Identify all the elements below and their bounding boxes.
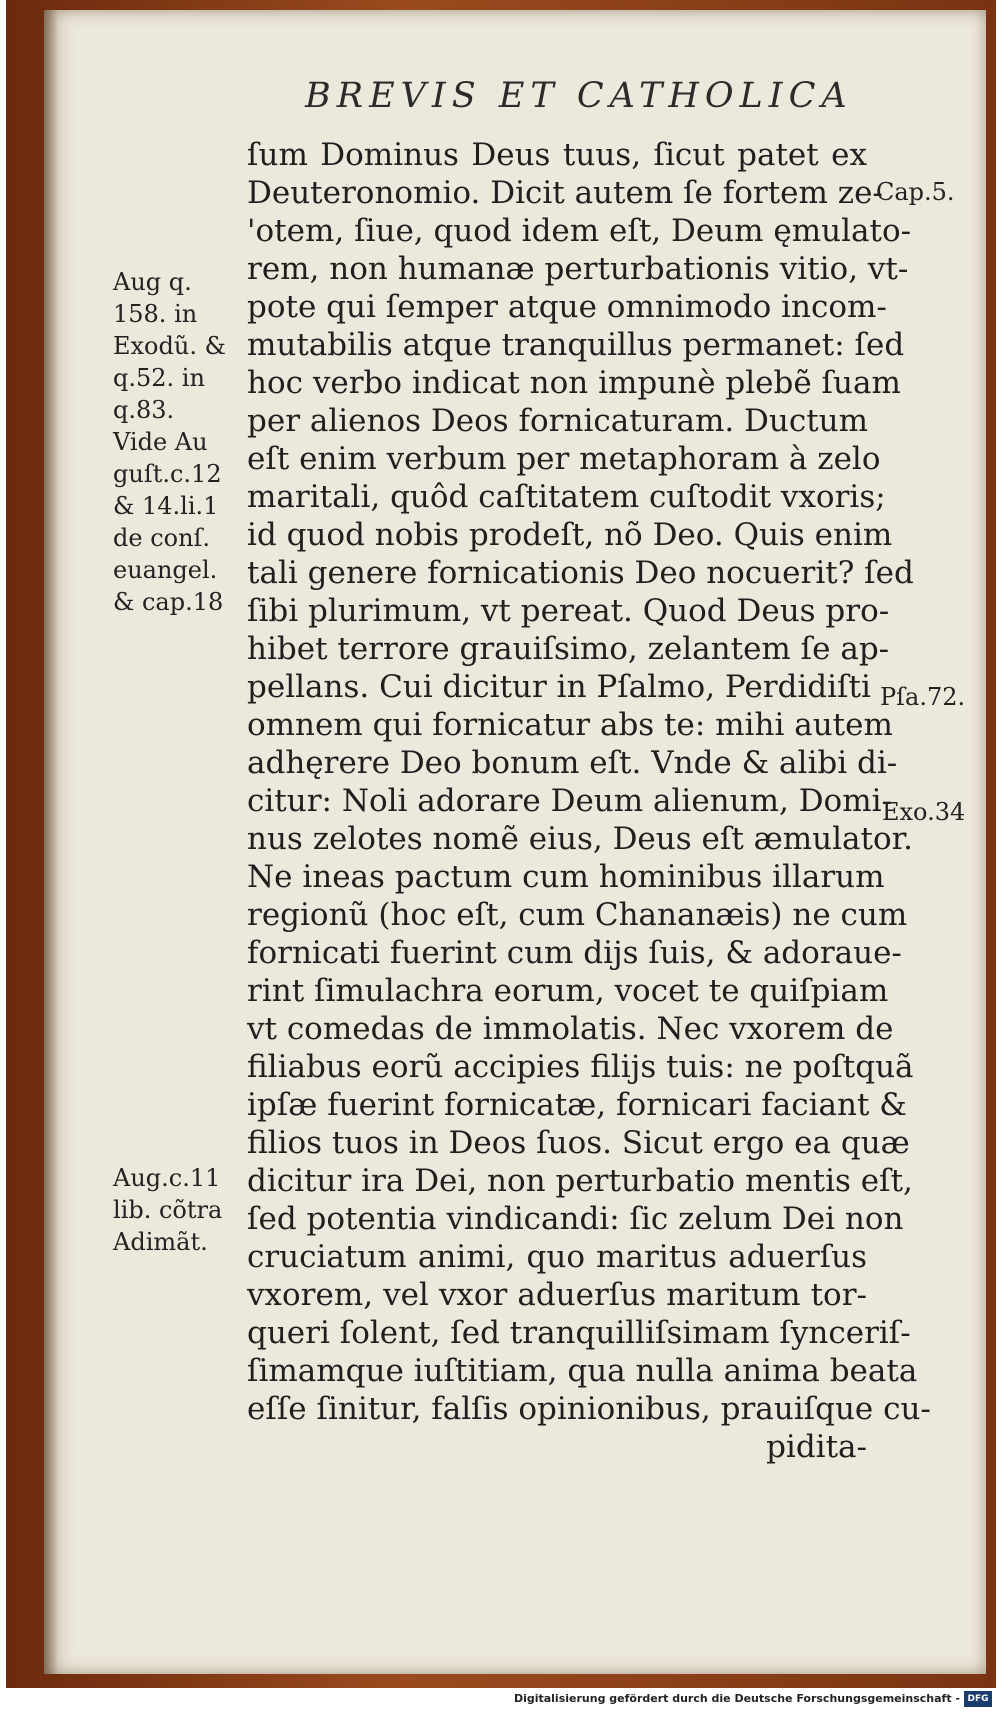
text-line: eſt enim verbum per metaphoram à zelo: [247, 441, 881, 477]
text-line: vxorem, vel vxor aduerſus maritum tor-: [247, 1277, 867, 1313]
text-line: vt comedas de immolatis. Nec vxorem de: [247, 1011, 894, 1047]
text-line: tali genere fornicationis Deo nocuerit? ſed: [247, 555, 914, 591]
marginal-note-line: euangel.: [113, 556, 218, 584]
text-line: hibet terrore grauiſsimo, zelantem ſe ap-: [247, 631, 890, 667]
marginal-note-line: Aug q.: [113, 268, 192, 296]
marginal-note-line: q.83.: [113, 396, 175, 424]
marginal-note-line: Adimãt.: [113, 1228, 208, 1256]
text-line: ipſæ fuerint fornicatæ, fornicari faciant &: [247, 1087, 907, 1123]
marginal-note-line: guſt.c.12: [113, 460, 222, 488]
text-line: maritali, quôd caſtitatem cuſtodit vxoris;: [247, 479, 886, 515]
page-gutter-shadow: [44, 10, 58, 1674]
text-line: Ne ineas pactum cum hominibus illarum: [247, 859, 885, 895]
marginal-note-line: 158. in: [113, 300, 198, 328]
marginal-note-line: de conſ.: [113, 524, 211, 552]
marginal-ref-exodus: Exo.34: [882, 798, 966, 826]
text-line: citur: Noli adorare Deum alienum, Domi-: [247, 783, 893, 819]
text-line: pidita-: [766, 1429, 867, 1465]
text-line: regionũ (hoc eſt, cum Chananæis) ne cum: [247, 897, 908, 933]
marginal-note-line: & 14.li.1: [113, 492, 219, 520]
marginal-note-line: & cap.18: [113, 588, 224, 616]
marginal-note-line: q.52. in: [113, 364, 205, 392]
dfg-logo: DFG: [964, 1691, 992, 1707]
text-line: rem, non humanæ perturbationis vitio, vt-: [247, 251, 909, 287]
marginal-note-augustine-contra-adimantum: [113, 1162, 222, 1258]
digitization-footer: [0, 1688, 1000, 1712]
marginal-note-line: lib. cõtra: [113, 1196, 223, 1224]
text-line: dicitur ira Dei, non perturbatio mentis eſt,: [247, 1163, 913, 1199]
text-line: ſibi plurimum, vt pereat. Quod Deus pro-: [247, 593, 890, 629]
text-line: 'otem, ſiue, quod idem eſt, Deum ęmulato-: [247, 213, 912, 249]
text-line: id quod nobis prodeſt, nõ Deo. Quis enim: [247, 517, 893, 553]
text-line: nus zelotes nomẽ eius, Deus eſt æmulator.: [247, 821, 913, 857]
text-line: Deuteronomio. Dicit autem ſe fortem ze-: [247, 175, 883, 211]
marginal-note-augustine-quaestiones: [113, 266, 226, 618]
text-line: pote qui ſemper atque omnimodo incom-: [247, 289, 887, 325]
text-line: filios tuos in Deos ſuos. Sicut ergo ea quæ: [247, 1125, 910, 1161]
running-head: BREVIS ET CATHOLICA: [305, 76, 853, 116]
marginal-note-line: Aug.c.11: [113, 1164, 221, 1192]
footer-credit: Digitalisierung gefördert durch die Deutsche Forschungsgemeinschaft -: [513, 1692, 960, 1705]
text-line: per alienos Deos fornicaturam. Ductum: [247, 403, 869, 439]
marginal-ref-psalm: Pſa.72.: [880, 683, 966, 711]
text-line: mutabilis atque tranquillus permanet: ſed: [247, 327, 905, 363]
marginal-note-line: Exodũ. &: [113, 332, 226, 360]
text-line: ſimamque iuſtitiam, qua nulla anima beata: [247, 1353, 918, 1389]
marginal-ref-deuteronomy: Cap.5.: [876, 178, 955, 206]
text-line: eſſe ſinitur, falſis opinionibus, prauiſque cu-: [247, 1391, 931, 1427]
text-line: queri ſolent, ſed tranquilliſsimam ſynceriſ-: [247, 1315, 911, 1351]
text-line: ſed potentia vindicandi: ſic zelum Dei non: [247, 1201, 904, 1237]
text-line: fornicati fuerint cum dijs ſuis, & adoraue-: [247, 935, 902, 971]
text-line: adhęrere Deo bonum eſt. Vnde & alibi di-: [247, 745, 898, 781]
text-line: filiabus eorũ accipies filijs tuis: ne poſtquã: [247, 1049, 914, 1085]
marginal-note-line: Vide Au: [113, 428, 208, 456]
text-line: cruciatum animi, quo maritus aduerſus: [247, 1239, 867, 1275]
text-line: hoc verbo indicat non impunè plebẽ ſuam: [247, 365, 901, 401]
text-line: ſum Dominus Deus tuus, ſicut patet ex: [247, 137, 867, 173]
text-line: omnem qui fornicatur abs te: mihi autem: [247, 707, 893, 743]
text-line: rint ſimulachra eorum, vocet te quiſpiam: [247, 973, 889, 1009]
text-line: pellans. Cui dicitur in Pſalmo, Perdidiſti: [247, 669, 871, 705]
